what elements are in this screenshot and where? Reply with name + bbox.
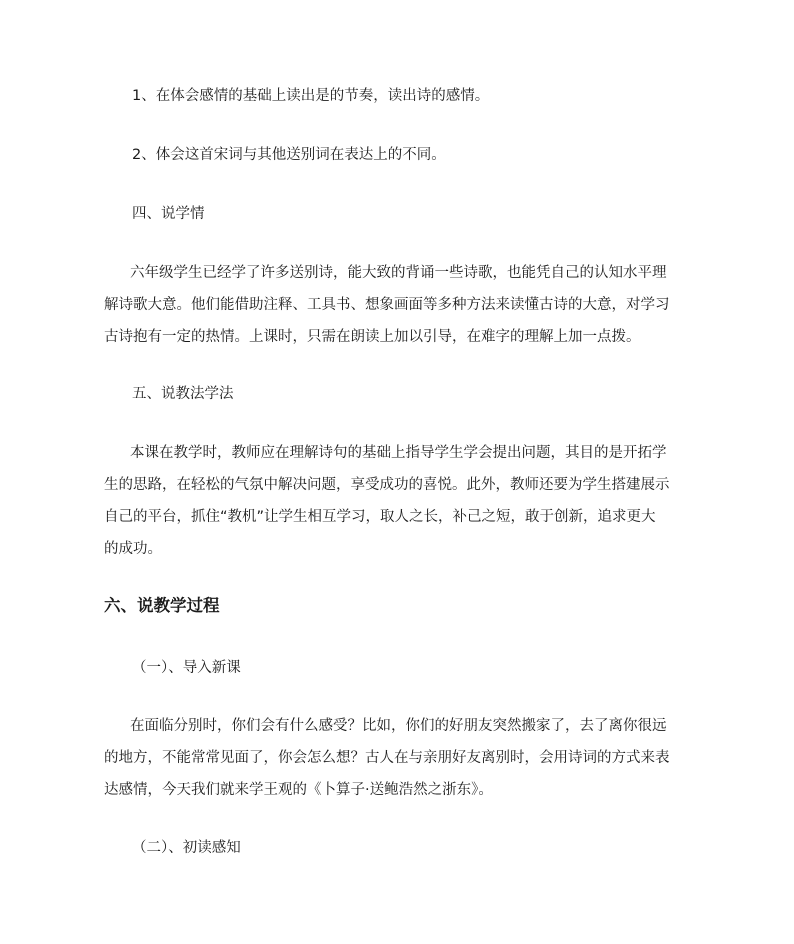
paragraph-line: 的地方，不能常常见面了，你会怎么想？古人在与亲朋好友离别时，会用诗词的方式来表 <box>104 750 670 766</box>
section-4-paragraph <box>104 257 704 353</box>
paragraph-line: 古诗抱有一定的热情。上课时，只需在朗读上加以引导，在难字的理解上加一点拨。 <box>104 329 641 345</box>
section-4-title: 四、说学情 <box>132 206 205 222</box>
paragraph-line: 在面临分别时，你们会有什么感受？比如，你们的好朋友突然搬家了，去了离你很远 <box>130 718 667 734</box>
section-5-paragraph <box>104 437 704 565</box>
section-6-sub2-title: （二）、初读感知 <box>132 840 241 856</box>
goal-item-1: 1、在体会感情的基础上读出是的节奏，读出诗的感情。 <box>132 88 490 104</box>
section-6-title: 六、说教学过程 <box>104 596 220 615</box>
paragraph-line: 生的思路，在轻松的气氛中解决问题，享受成功的喜悦。此外，教师还要为学生搭建展示 <box>104 477 670 493</box>
paragraph-line: 的成功。 <box>104 541 162 557</box>
section-6-sub1-paragraph <box>104 710 704 806</box>
section-6-sub1-title: （一）、导入新课 <box>132 660 241 676</box>
paragraph-line: 自己的平台，抓住“教机”让学生相互学习，取人之长，补己之短，敢于创新，追求更大 <box>104 509 656 525</box>
paragraph-line: 达感情，今天我们就来学王观的《卜算子·送鲍浩然之浙东》。 <box>104 782 493 798</box>
paragraph-line: 解诗歌大意。他们能借助注释、工具书、想象画面等多种方法来读懂古诗的大意，对学习 <box>104 297 670 313</box>
section-5-title: 五、说教法学法 <box>132 386 234 402</box>
goal-item-2: 2、体会这首宋词与其他送别词在表达上的不同。 <box>132 147 446 163</box>
paragraph-line: 六年级学生已经学了许多送别诗，能大致的背诵一些诗歌，也能凭自己的认知水平理 <box>130 265 667 281</box>
paragraph-line: 本课在教学时，教师应在理解诗句的基础上指导学生学会提出问题，其目的是开拓学 <box>130 445 667 461</box>
